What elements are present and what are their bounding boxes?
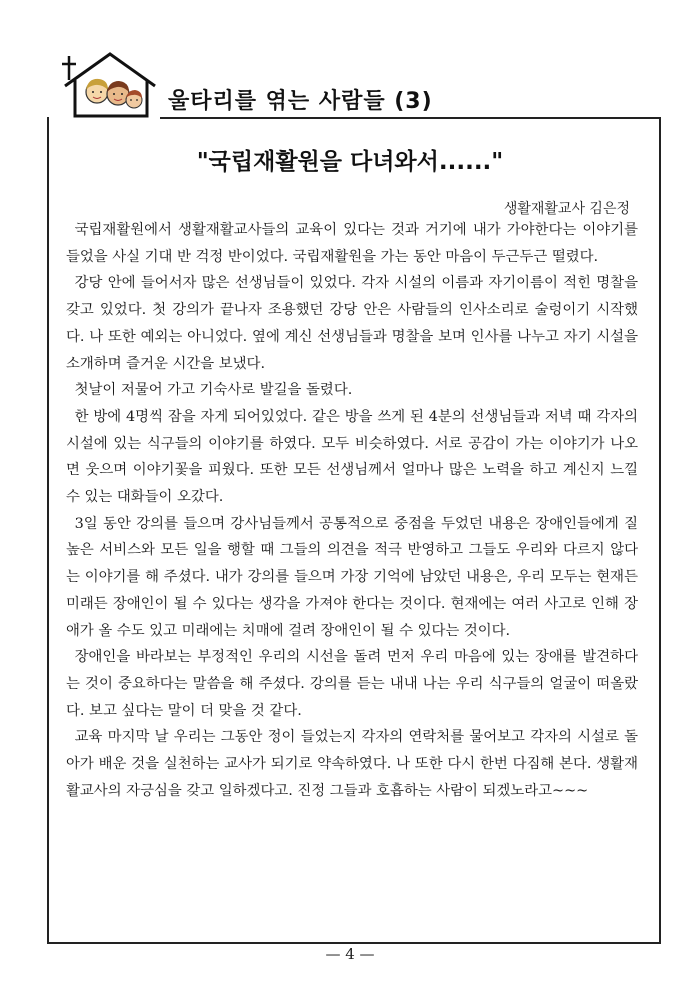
house-with-cross-and-people-icon <box>55 48 165 120</box>
paragraph: 한 방에 4명씩 잠을 자게 되어있었다. 같은 방을 쓰게 된 4분의 선생님들과 저녁 때 각자의 시설에 있는 식구들의 이야기를 하였다. 모두 비슷하였다. 서로 공감이 가는 이야기가 나오면 웃으며 이야기꽃을 피웠다. 또한 모든 선생님께서 얼마나 많은 노력을 하고 계신지 느낄 수 있는 대화들이 오갔다. <box>66 408 638 506</box>
paragraph: 강당 안에 들어서자 많은 선생님들이 있었다. 각자 시설의 이름과 자기이름이 적힌 명찰을 갖고 있었다. 첫 강의가 끝나자 조용했던 강당 안은 사람들의 인사소리로 술렁이기 시작했다. 나 또한 예외는 아니었다. 옆에 계신 선생님들과 명찰을 보며 인사를 나누고 자기 시설을 소개하며 즐거운 시간을 보냈다. <box>66 275 638 372</box>
paragraph: 3일 동안 강의를 들으며 강사님들께서 공통적으로 중점을 두었던 내용은 장애인들에게 질 높은 서비스와 모든 일을 행할 때 그들의 의견을 적극 반영하고 그들도 우리와 다르지 않다는 이야기를 해 주셨다. 내가 강의를 들으며 가장 기억에 남았던 내용은, 우리 모두는 현재든 미래든 장애인이 될 수 있다는 생각을 가져야 한다는 것이다. 현재에는 여러 사고로 인해 장애가 올 수도 있고 미래에는 치매에 걸려 장애인이 될 수 있다는 것이다. <box>66 515 638 639</box>
section-title: 울타리를 엮는 사람들 (3) <box>168 89 433 114</box>
byline: 생활재활교사 김은정 <box>503 201 630 217</box>
header-rule <box>160 117 659 119</box>
paragraph: 교육 마지막 날 우리는 그동안 정이 들었는지 각자의 연락처를 물어보고 각자의 시설로 돌아가 배운 것을 실천하는 교사가 되기로 약속하였다. 나 또한 다시 한번 다짐해 본다. 생활재활교사의 자긍심을 갖고 일하겠다고. 진정 그들과 호흡하는 사람이 되겠노라고~~~ <box>66 729 638 799</box>
article-title: "국립재활원을 다녀와서......" <box>196 149 504 175</box>
page-number: — 4 — <box>325 945 375 963</box>
paragraph: 국립재활원에서 생활재활교사들의 교육이 있다는 것과 거기에 내가 가야한다는 이야기를 들었을 사실 기대 반 걱정 반이었다. 국립재활원을 가는 동안 마음이 두근두근 떨렸다. <box>66 222 638 265</box>
paragraph: 장애인을 바라보는 부정적인 우리의 시선을 돌려 먼저 우리 마음에 있는 장애를 발견하다는 것이 중요하다는 말씀을 해 주셨다. 강의를 듣는 내내 나는 우리 식구들의 얼굴이 떠올랐다. 보고 싶다는 말이 더 맞을 것 같다. <box>66 649 638 719</box>
paragraph: 첫날이 저물어 가고 기숙사로 발길을 돌렸다. <box>74 382 353 399</box>
article-body <box>66 217 638 804</box>
